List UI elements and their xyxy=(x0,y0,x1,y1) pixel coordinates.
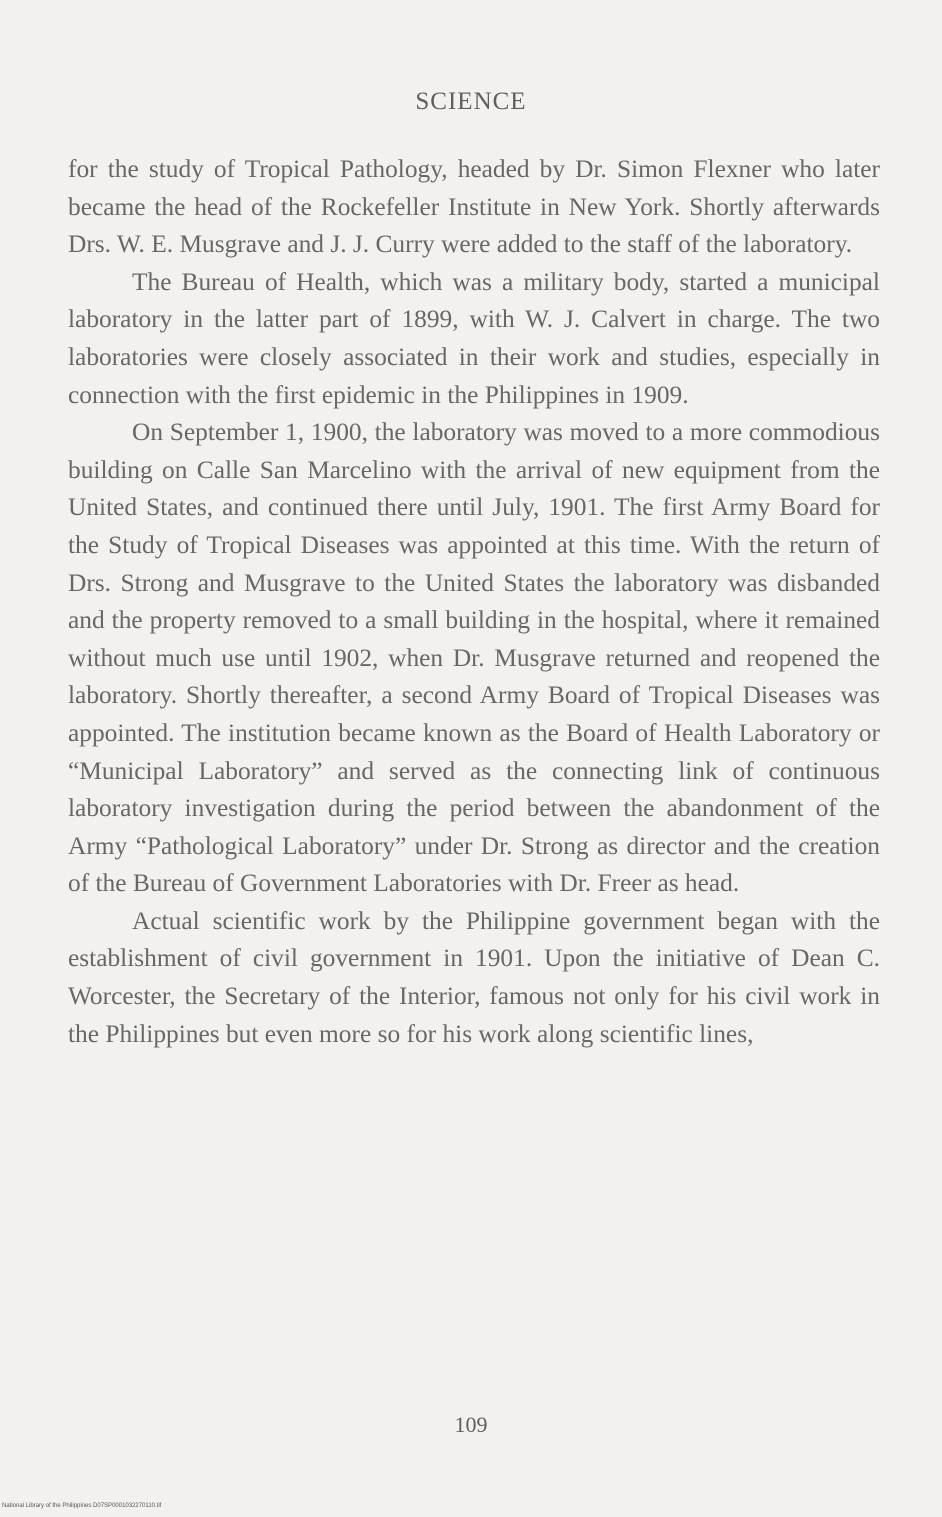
page-number: 109 xyxy=(454,1412,488,1437)
paragraph-scientific-work: Actual scientific work by the Philippine government began with the establishment of civil government in 1901. Upon the initiative of Dean C. Worcester, the Secretary of the Interior, famous not only for his civil work in the Philippines but even more so for his work along scientific lines, xyxy=(68,906,880,1048)
running-header: SCIENCE xyxy=(415,88,527,115)
paragraph-september-1900: On September 1, 1900, the laboratory was moved to a more commodious building on Calle San Marcelino with the arrival of new equipment from the United States, and continued there until July, 1901. The first Army Board for the Study of Tropical Diseases was appointed at this time. With the return of Drs. Strong and Musgrave to the United States the laboratory was disbanded and the property removed to a small building in the hospital, where it remained without much use until 1902, when Dr. Musgrave returned and reopened the laboratory. Shortly thereafter, a second Army Board of Tropical Diseases was appointed. The institution became known as the Board of Health Laboratory or “Municipal Laboratory” and served as the connecting link of continuous laboratory investigation during the period between the abandonment of the Army “Pathological Laboratory” under Dr. Strong as director and the creation of the Bureau of Government Laboratories with Dr. Freer as head. xyxy=(68,418,880,898)
scan-footer-stamp: National Library of the Philippines D07SP0001032270110.tif xyxy=(2,1503,162,1509)
paragraph-continuation: for the study of Tropical Pathology, headed by Dr. Simon Flexner who later became the head of the Rockefeller Institute in New York. Shortly afterwards Drs. W. E. Musgrave and J. J. Curry were added to the staff of the laboratory. xyxy=(68,155,880,259)
paragraph-bureau-of-health: The Bureau of Health, which was a military body, started a municipal laboratory in the latter part of 1899, with W. J. Calvert in charge. The two laboratories were closely associated in their work and studies, especially in connection with the first epidemic in the Philippines in 1909. xyxy=(68,267,880,409)
body-text xyxy=(68,151,880,1053)
